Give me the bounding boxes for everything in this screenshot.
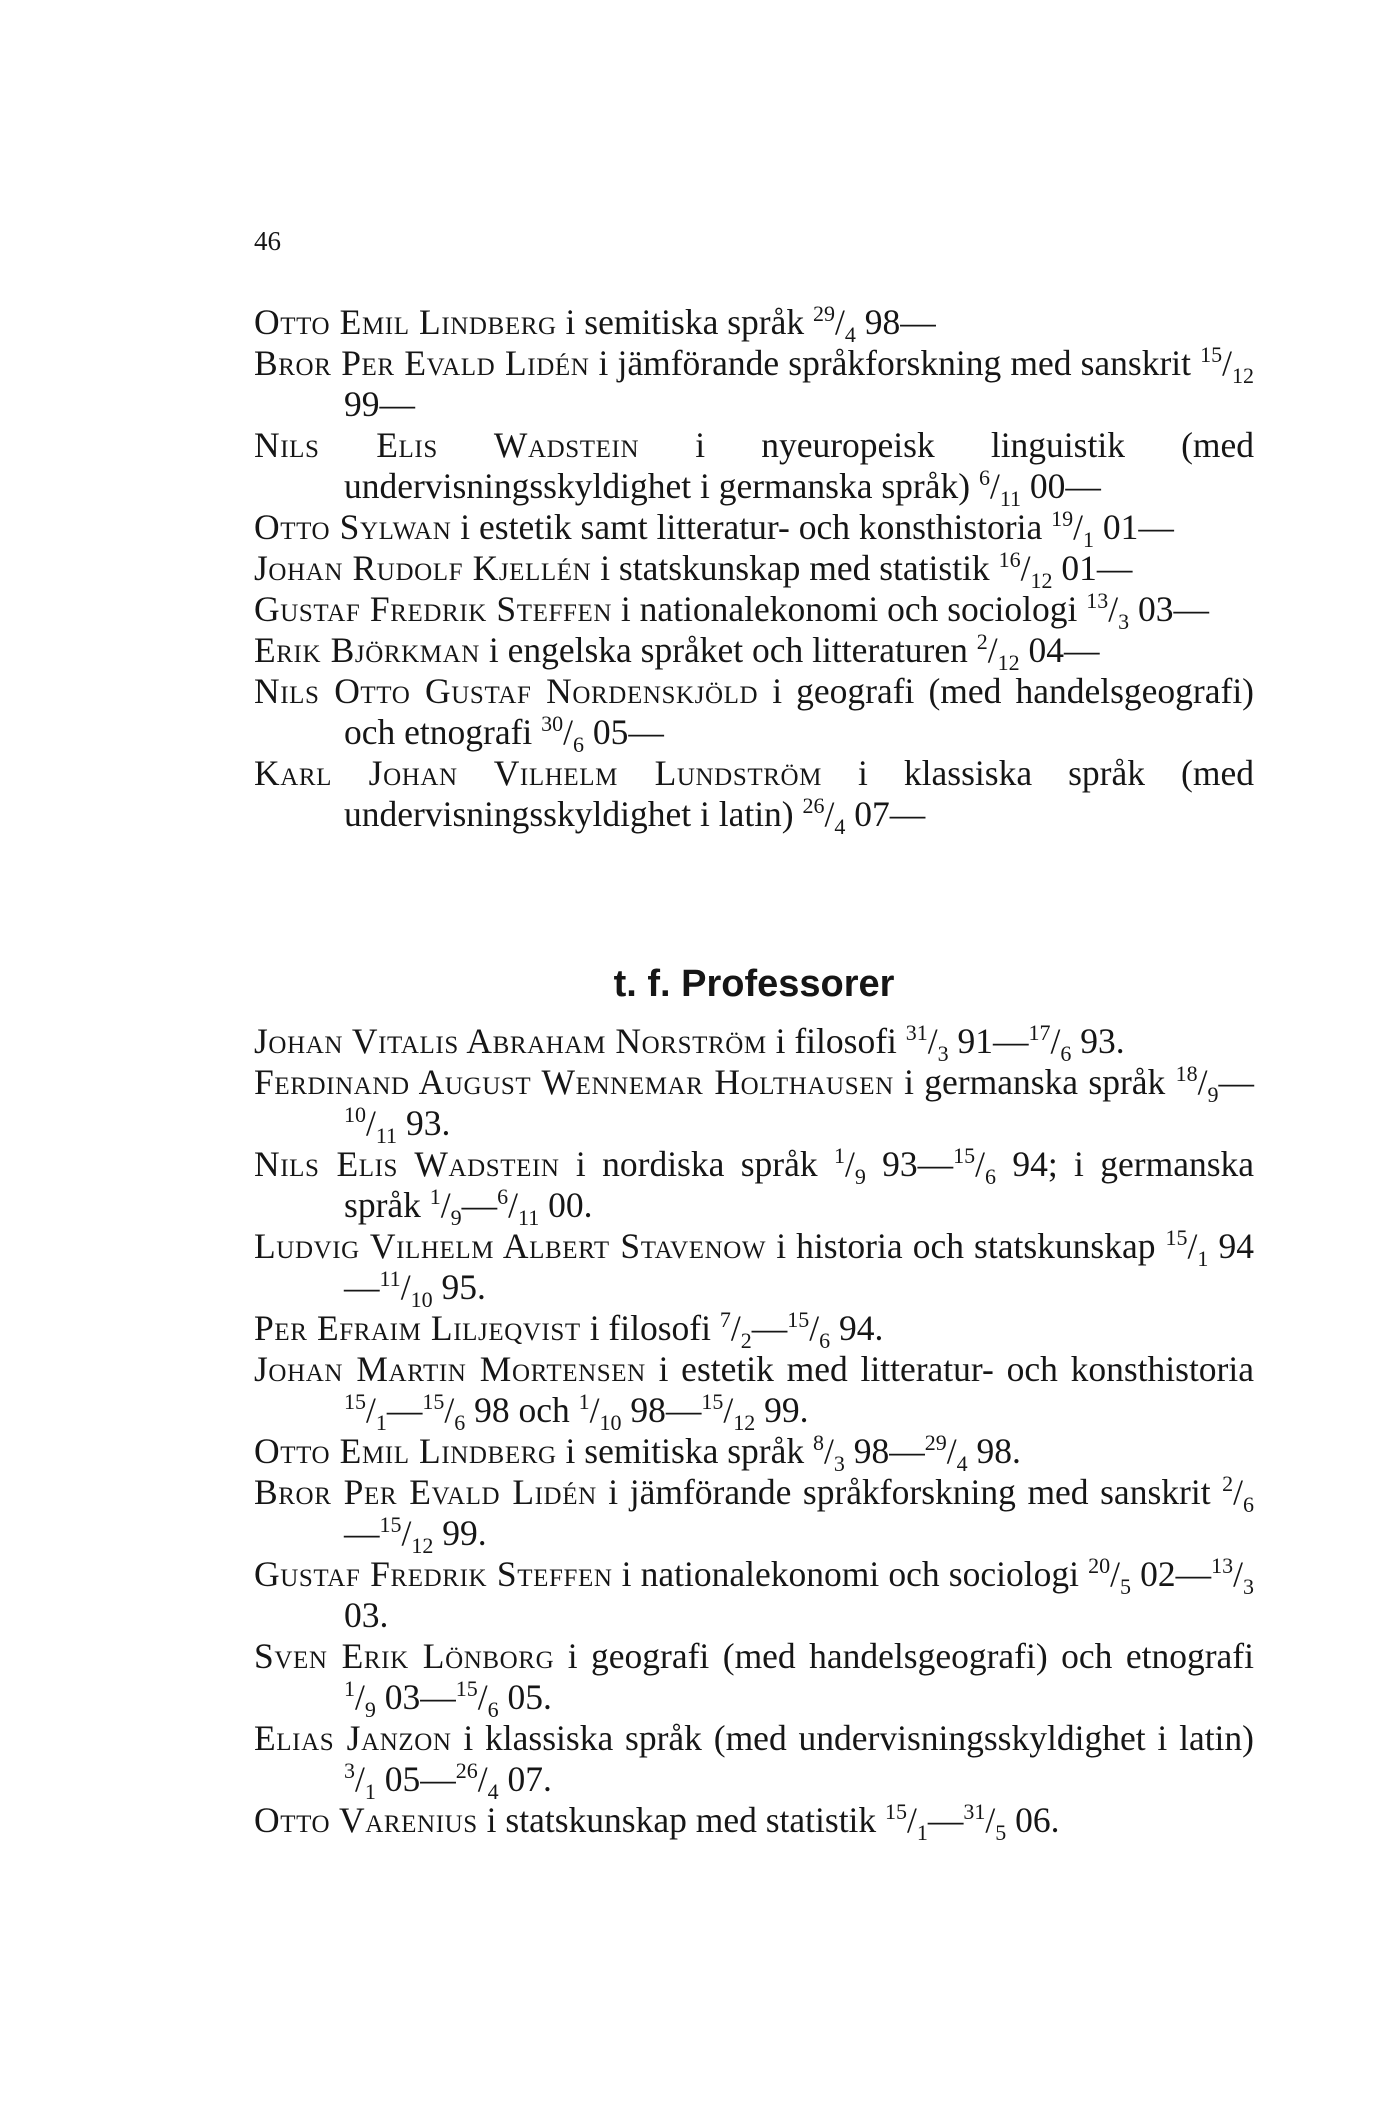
person-name: Elias Janzon [254, 1718, 452, 1758]
section-heading: t. f. Professorer [613, 963, 895, 1005]
person-name: Bror Per Evald Lidén [254, 1472, 597, 1512]
list-item: Johan Martin Mortensen i estetik med litteratur- och konsthistoria $^{15}/_1—^{15}/_6$ 98 och $^1/_{10}$ $98—^{15}/_{12}$ 99. [254, 1349, 1254, 1436]
person-name: Gustaf Fredrik Steffen [254, 1554, 613, 1594]
person-name: Nils Elis Wadstein [254, 425, 640, 465]
person-name: Per Efraim Liljeqvist [254, 1308, 581, 1348]
person-name: Erik Björkman [254, 630, 480, 670]
list-item: Nils Otto Gustaf Nordenskjöld i geografi (med handelsgeografi) och etnografi $^{30}/_6$ 05— [254, 671, 1254, 758]
list-item: Otto Emil Lindberg i semitiska språk $^{29}/_4$ 98— [254, 301, 936, 348]
list-item: Otto Emil Lindberg i semitiska språk $^8/_3$ $98—^{29}/_4$ 98. [254, 1430, 1021, 1477]
person-name: Otto Emil Lindberg [254, 302, 557, 342]
section-acting-professors-list [254, 1020, 1255, 1846]
list-item: Karl Johan Vilhelm Lundström i klassiska språk (med undervisningsskyldighet i latin) $^{26}/_4$ 07— [254, 753, 1254, 840]
person-name: Otto Emil Lindberg [254, 1431, 557, 1471]
list-item: Bror Per Evald Lidén i jämförande språkforskning med sanskrit $^2/_6—^{15}/_{12}$ 99. [254, 1471, 1254, 1559]
page-number: 46 [254, 226, 281, 256]
list-item: Johan Vitalis Abraham Norström i filosofi $^{31}/_3$ $91—^{17}/_6$ 93. [254, 1020, 1125, 1067]
list-item: Otto Sylwan i estetik samt litteratur- och konsthistoria $^{19}/_1$ 01— [254, 506, 1174, 553]
list-item: Gustaf Fredrik Steffen i nationalekonomi och sociologi $^{20}/_5$ $02—^{13}/_3$ 03. [254, 1553, 1254, 1635]
person-name: Otto Sylwan [254, 507, 452, 547]
person-name: Gustaf Fredrik Steffen [254, 589, 612, 629]
list-item: Gustaf Fredrik Steffen i nationalekonomi och sociologi $^{13}/_3$ 03— [254, 588, 1209, 635]
person-name: Otto Varenius [254, 1800, 478, 1840]
section-professors-list [254, 301, 1255, 840]
list-item: Johan Rudolf Kjellén i statskunskap med statistik $^{16}/_{12}$ 01— [254, 547, 1133, 594]
list-item: Ludvig Vilhelm Albert Stavenow i historia och statskunskap $^{15}/_1$ $94—^{11}/_{10}$ 95. [254, 1225, 1255, 1313]
list-item: Bror Per Evald Lidén i jämförande språkforskning med sanskrit $^{15}/_{12}$ 99— [254, 342, 1254, 424]
person-name: Nils Otto Gustaf Nordenskjöld [254, 671, 759, 711]
person-name: Johan Vitalis Abraham Norström [254, 1021, 767, 1061]
list-item: Sven Erik Lönborg i geografi (med handelsgeografi) och etnografi $^1/_9$ $03—^{15}/_6$ 05. [254, 1636, 1254, 1723]
list-item: Nils Elis Wadstein i nordiska språk $^1/_9$ $93—^{15}/_6$ 94; i germanska språk $^1/_9—^6/_{11}$ 00. [254, 1143, 1255, 1231]
person-name: Nils Elis Wadstein [254, 1144, 560, 1184]
person-name: Ferdinand August Wennemar Holthausen [254, 1062, 894, 1102]
person-name: Ludvig Vilhelm Albert Stavenow [254, 1226, 767, 1266]
person-name: Sven Erik Lönborg [254, 1636, 555, 1676]
list-item: Nils Elis Wadstein i nyeuropeisk linguistik (med undervisningsskyldighet i germanska språk) $^6/_{11}$ 00— [254, 425, 1255, 512]
list-item: Elias Janzon i klassiska språk (med undervisningsskyldighet i latin) $^3/_1$ $05—^{26}/_4$ 07. [254, 1718, 1254, 1805]
person-name: Bror Per Evald Lidén [254, 343, 590, 383]
person-name: Johan Rudolf Kjellén [254, 548, 592, 588]
list-item: Ferdinand August Wennemar Holthausen i germanska språk $^{18}/_9—^{10}/_{11}$ 93. [254, 1061, 1254, 1149]
list-item: Otto Varenius i statskunskap med statistik $^{15}/_1—^{31}/_5$ 06. [254, 1799, 1060, 1846]
list-item: Erik Björkman i engelska språket och litteraturen $^2/_{12}$ 04— [254, 629, 1100, 676]
person-name: Johan Martin Mortensen [254, 1349, 646, 1389]
person-name: Karl Johan Vilhelm Lundström [254, 753, 822, 793]
list-item: Per Efraim Liljeqvist i filosofi $^7/_2—^{15}/_6$ 94. [254, 1307, 884, 1354]
